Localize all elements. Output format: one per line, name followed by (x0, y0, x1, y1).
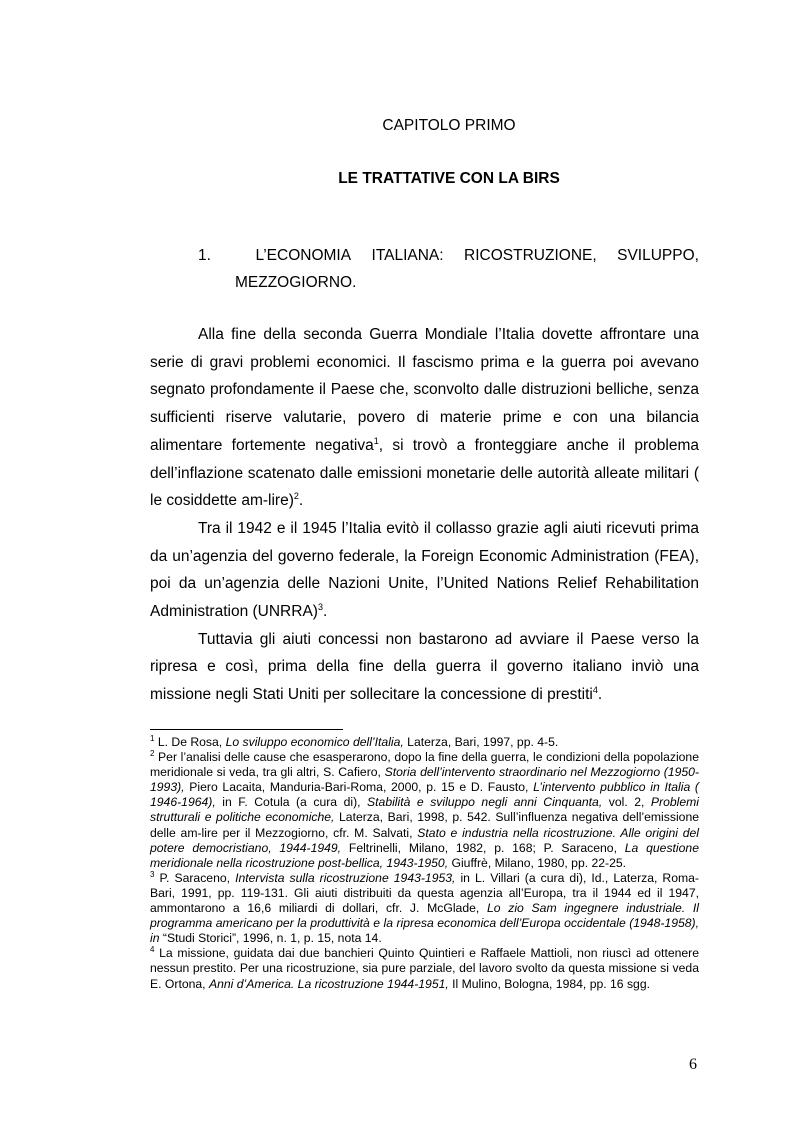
footnote-text: Piero Lacaita, Manduria-Bari-Roma, 2000, p. 15 e D. Fausto, (184, 780, 534, 795)
footnote-text: in L. Villari (a cura di), Id., Laterza, Roma-Bari, 1991, pp. 119-131. Gli aiuti distribuiti da questa agenzia all’Europa, tra il 1944 ed il 1947, ammontarono a 16,6 miliardi di dollari, cfr. J. McGlade, (150, 870, 699, 916)
paragraph-text: . (597, 686, 603, 704)
footnote-separator (150, 729, 343, 730)
section-word: SVILUPPO, (617, 247, 699, 264)
footnote-text: in F. Cotula (a cura di), (215, 795, 368, 810)
footnotes (150, 735, 699, 992)
footnote-text: La missione, guidata dai due banchieri Quinto Quintieri e Raffaele Mattioli, non riuscì ad ottenere nessun prestito. Per una ricostruzione, sia pure parziale, del lavoro svolto da questa missione si veda E. Ortona, (150, 946, 699, 991)
paragraph-text: , si trovò a fronteggiare anche il problema dell’inflazione scatenato dalle emissioni monetarie delle autorità alleate militari ( le cosiddette am-lire) (150, 436, 699, 510)
footnote-number: 4 (150, 945, 155, 955)
footnote-ref[interactable]: 4 (592, 684, 598, 695)
paragraph (150, 626, 699, 709)
page-number: 6 (689, 1056, 697, 1073)
footnote-number: 2 (150, 749, 155, 759)
paragraph-text: Tra il 1942 e il 1945 l’Italia evitò il collasso grazie agli aiuti ricevuti prima da un’agenzia del governo federale, la Foreign Economic Administration (FEA), poi da un’agenzia delle Nazioni Unite, l’United Nations Relief Rehabilitation Administration (UNRRA) (150, 519, 699, 621)
section-number: 1. (198, 247, 211, 264)
footnote-text: Giuffrè, Milano, 1980, pp. 22-25. (448, 855, 627, 870)
footnote-italic: Anni d’America. La ricostruzione 1944-1951, (208, 976, 449, 991)
footnote-italic: Lo zio Sam ingegnere industriale. Il programma americano per la produttività e la ripresa economica dell’Europa occidentale (1948-1958), in (150, 901, 699, 946)
footnote-text: Feltrinelli, Milano, 1982, p. 168; P. Saraceno, (341, 840, 625, 855)
footnote-ref[interactable]: 1 (373, 435, 379, 446)
section-heading-continuation: MEZZOGIORNO. (235, 274, 357, 291)
footnote-text: “Studi Storici”, 1996, n. 1, p. 15, nota 14. (159, 931, 382, 946)
paragraph (150, 515, 699, 626)
footnote-text: P. Saraceno, (154, 870, 236, 885)
paragraph (150, 321, 699, 515)
footnote-italic: Stato e industria nella ricostruzione. Alle origini del potere democristiano, 1944-1949, (150, 825, 699, 855)
footnote (150, 946, 699, 991)
paragraph-text: . (322, 603, 328, 621)
footnote (150, 735, 699, 750)
paragraph-text: Tuttavia gli aiuti concessi non bastarono ad avviare il Paese verso la ripresa e così, prima della fine della guerra il governo italiano inviò una missione negli Stati Uniti per sollecitare la concessione di prestiti (150, 630, 699, 704)
footnote-italic: L’intervento pubblico in Italia ( 1946-1964), (150, 780, 699, 810)
chapter-heading: CAPITOLO PRIMO (382, 117, 516, 134)
footnote-text: Il Mulino, Bologna, 1984, pp. 16 sgg. (448, 976, 650, 991)
footnote-italic: Storia dell’intervento straordinario nel Mezzogiorno (1950-1993), (150, 765, 699, 795)
footnote-italic: Intervista sulla ricostruzione 1943-1953, (235, 870, 456, 885)
section-word: ITALIANA: (371, 247, 444, 264)
chapter-title: LE TRATTATIVE CON LA BIRS (338, 170, 560, 187)
footnote-italic: Stabilità e sviluppo negli anni Cinquanta, (367, 795, 603, 810)
footnote-italic: La questione meridionale nella ricostruzione post-bellica, 1943-1950, (150, 840, 699, 870)
footnote-text: Laterza, Bari, 1998, p. 542. Sull’influenza negativa dell’emissione delle am-lire per il Mezzogiorno, cfr. M. Salvati, (150, 810, 699, 840)
footnote-text: L. De Rosa, (154, 735, 226, 749)
footnote (150, 871, 699, 946)
section-heading (198, 242, 699, 296)
footnote-text: vol. 2, (602, 795, 651, 810)
footnote-italic: Lo sviluppo economico dell’Italia, (225, 735, 404, 749)
footnote-text: Per l’analisi delle cause che esasperarono, dopo la fine della guerra, le condizioni della popolazione meridionale si veda, tra gli altri, S. Cafiero, (150, 750, 699, 780)
footnote (150, 750, 699, 871)
paragraph-text: . (298, 492, 304, 510)
footnote-ref[interactable]: 3 (317, 601, 323, 612)
footnote-italic: Problemi strutturali e politiche economiche, (150, 795, 699, 825)
footnote-text: Laterza, Bari, 1997, pp. 4-5. (403, 735, 559, 749)
section-word: L’ECONOMIA (255, 247, 352, 264)
footnote-number: 3 (150, 869, 155, 879)
footnote-ref[interactable]: 2 (293, 491, 299, 502)
section-word: RICOSTRUZIONE, (464, 247, 597, 264)
body-text (150, 321, 699, 709)
document-page (150, 0, 699, 1123)
footnote-number: 1 (150, 733, 155, 743)
paragraph-text: Alla fine della seconda Guerra Mondiale l’Italia dovette affrontare una serie di gravi problemi economici. Il fascismo prima e la guerra poi avevano segnato profondamente il Paese che, sconvolto dalle distruzioni belliche, senza sufficienti riserve valutarie, povero di materie prime e con una bilancia alimentare fortemente negativa (150, 326, 699, 454)
